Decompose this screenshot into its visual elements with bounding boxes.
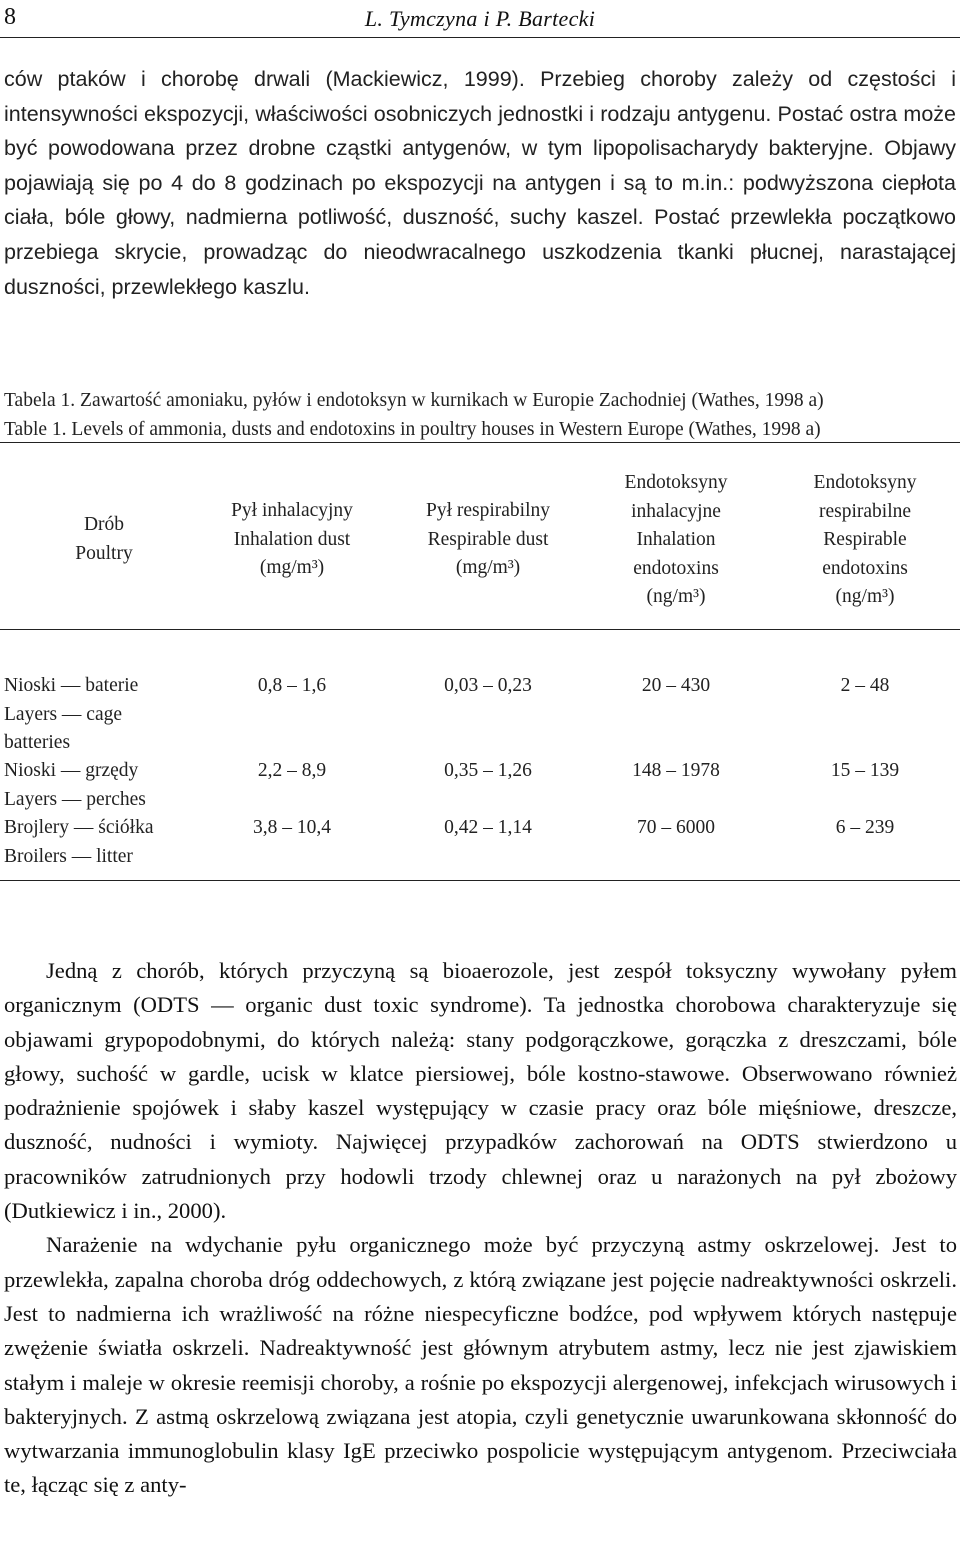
- row-label-en: Layers — perches: [4, 788, 146, 810]
- header-line: Respirable dust: [427, 528, 549, 550]
- table-cell: 3,8 – 10,4: [253, 817, 331, 838]
- table-row-label: [4, 814, 194, 871]
- body-text: [4, 954, 957, 1503]
- intro-paragraph: ców ptaków i chorobę drwali (Mackiewicz, 1999). Przebieg choroby zależy od częstości i intensywności ekspozycji, właściwości osobniczych jednostki i rodzaju antygenu. Postać ostra może być powodowana przez drobne cząstki antygenów, w tym lipopolisacharydy bakteryjne. Objawy pojawiają się po 4 do 8 godzinach po ekspozycji na antygen i są to m.in.: podwyższona ciepłota ciała, bóle głowy, nadmierna potliwość, duszność, suchy kaszel. Postać przewlekła początkowo przebiega skrycie, prowadząc do nieodwracalnego uszkodzenia tkanki płucnej, narastającej duszności, przewlekłego kaszlu.: [4, 67, 956, 299]
- row-label-pl: Brojlery — ściółka: [4, 817, 154, 838]
- page-number: 8: [4, 4, 16, 30]
- table-cell: 20 – 430: [641, 675, 711, 696]
- column-header-inhalation-dust: [202, 497, 382, 583]
- header-line: Respirable: [823, 529, 907, 550]
- row-label-pl: Nioski — baterie: [4, 675, 139, 696]
- header-line: endotoxins: [822, 557, 908, 579]
- table-cell: 0,03 – 0,23: [444, 675, 532, 696]
- table-cell: 0,42 – 1,14: [444, 817, 532, 838]
- header-line: Drób: [83, 514, 125, 535]
- header-line: (ng/m³): [835, 586, 895, 607]
- table-cell: 2,2 – 8,9: [257, 760, 327, 781]
- row-label-en: Broilers — litter: [4, 845, 133, 867]
- header-line: Endotoksyny: [624, 472, 728, 493]
- table-top-rule: [0, 442, 960, 443]
- body-paragraph: Narażenie na wdychanie pyłu organicznego może być przyczyną astmy oskrzelowej. Jest to przewlekła, zapalna choroba dróg oddechowych, z którą związane jest pojęcie nadreaktywności oskrzeli. Jest to nadmierna ich wrażliwość na różne niespecyficzne bodźce, pod wpływem których następuje zwężenie światła oskrzeli. Nadreaktywność jest głównym atrybutem astmy, lecz nie jest zjawiskiem stałym i maleje w okresie reemisji choroby, a rośnie po ekspozycji alergenowej, infekcjach wirusowych i bakteryjnych. Z astmą oskrzelową związana jest atopia, czyli genetycznie uwarunkowana skłonność do wytwarzania immunoglobulin klasy IgE przeciwko pospolicie występującym antygenom. Przeciwciała te, łącząc się z anty-: [4, 1232, 957, 1498]
- header-line: Pył inhalacyjny: [231, 500, 353, 521]
- table-bottom-rule: [0, 880, 960, 881]
- column-header-inhalation-endotoxins: [586, 469, 766, 612]
- header-line: Inhalation: [636, 529, 716, 550]
- header-line: Poultry: [75, 542, 133, 564]
- row-label-en: Layers — cage: [4, 703, 123, 725]
- header-line: inhalacyjne: [631, 500, 721, 522]
- body-paragraph: Jedną z chorób, których przyczyną są bioaerozole, jest zespół toksyczny wywołany pyłem organicznym (ODTS — organic dust toxic syndrome). Ta jednostka chorobowa charakteryzuje się objawami grypopodobnymi, do których należą: stany podgorączkowe, gorączka z dreszczami, bóle głowy, suchość w gardle, ucisk w klatce piersiowej, bóle kostno-stawowe. Obserwowano również podrażnienie spojówek i słaby kaszel występujący w czasie pracy oraz bóle mięśniowe, dreszcze, duszność, nudności i wymioty. Najwięcej przypadków zachorowań na ODTS stwierdzono u pracowników zatrudnionych przy hodowli trzody chlewnej oraz u narażonych na pył zbożowy (Dutkiewicz i in., 2000).: [4, 958, 957, 1224]
- row-label-pl: Nioski — grzędy: [4, 760, 139, 781]
- running-title: L. Tymczyna i P. Bartecki: [364, 6, 596, 31]
- table-header-rule: [0, 629, 960, 630]
- table-cell: 2 – 48: [840, 675, 890, 696]
- header-line: Pył respirabilny: [425, 500, 551, 521]
- header-line: respirabilne: [818, 500, 912, 522]
- header-line: (mg/m³): [455, 557, 521, 578]
- table-cell: 0,35 – 1,26: [444, 760, 532, 781]
- header-line: endotoxins: [633, 557, 719, 579]
- column-header-respirable-endotoxins: [775, 469, 955, 612]
- column-header-poultry: [14, 511, 194, 568]
- running-head: [0, 0, 960, 40]
- table-cell: 0,8 – 1,6: [257, 675, 327, 696]
- header-line: Endotoksyny: [813, 472, 917, 493]
- table-caption-pl: Tabela 1. Zawartość amoniaku, pyłów i endotoksyn w kurnikach w Europie Zachodniej (Wathes, 1998 a): [4, 390, 824, 411]
- table-cell: 70 – 6000: [637, 817, 715, 838]
- header-line: (ng/m³): [646, 586, 706, 607]
- table-cell: 148 – 1978: [632, 760, 720, 781]
- row-label-en: batteries: [4, 732, 71, 753]
- table-cell: 6 – 239: [835, 817, 895, 838]
- table-cell: 15 – 139: [830, 760, 900, 781]
- table-row-label: [4, 757, 194, 814]
- table-row-label: [4, 672, 194, 758]
- header-rule: [0, 37, 960, 38]
- header-line: Inhalation dust: [233, 528, 351, 550]
- data-table: [0, 432, 960, 887]
- header-line: (mg/m³): [259, 557, 325, 578]
- column-header-respirable-dust: [398, 497, 578, 583]
- table-caption-en: Table 1. Levels of ammonia, dusts and endotoxins in poultry houses in Western Europe (Wathes, 1998 a): [4, 419, 821, 440]
